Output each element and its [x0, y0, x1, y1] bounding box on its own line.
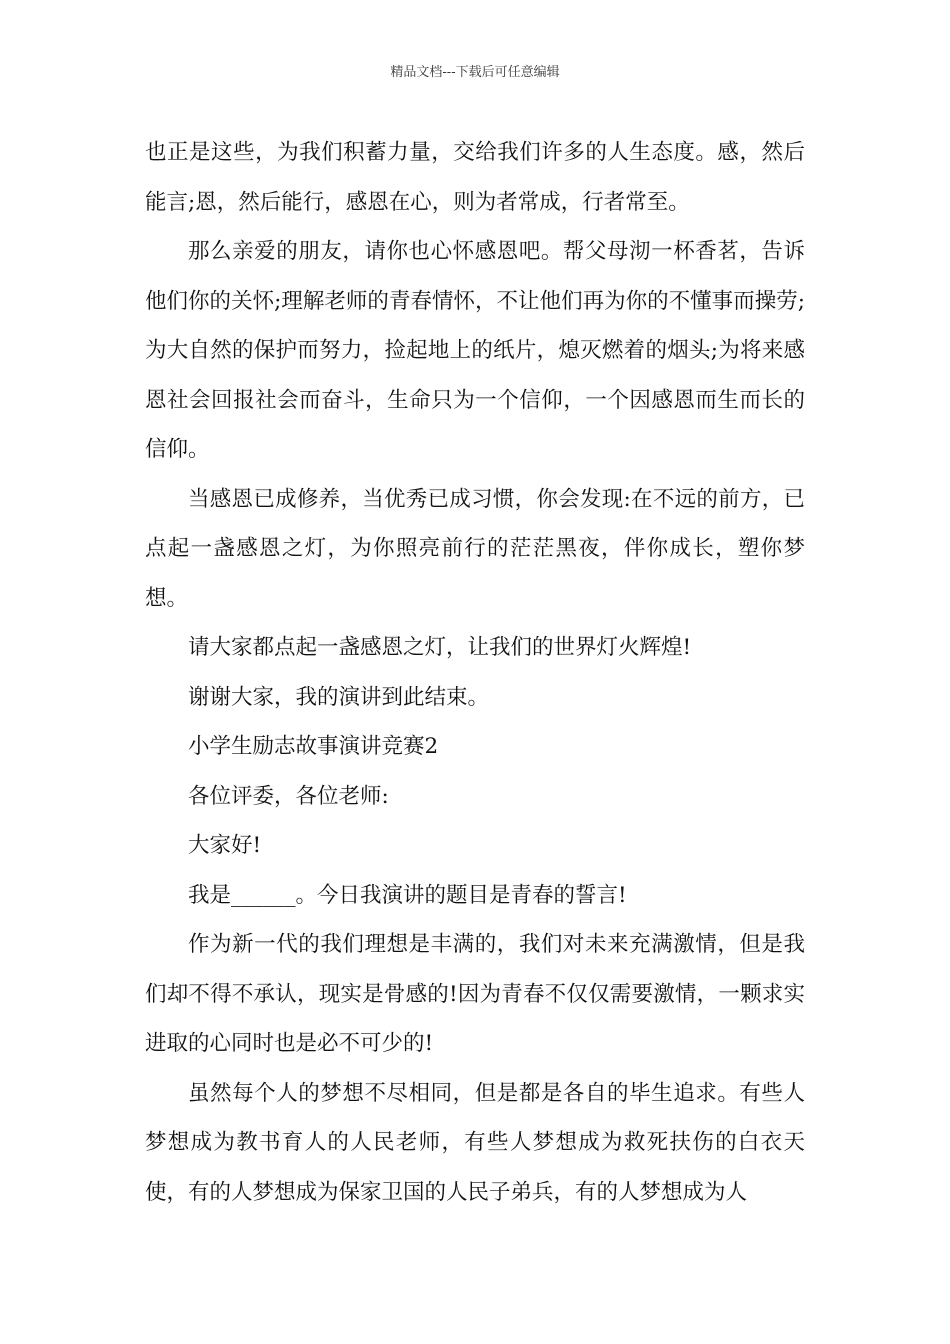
- document-body: [145, 128, 805, 1217]
- paragraph-dreams: 虽然每个人的梦想不尽相同，但是都是各自的毕生追求。有些人梦想成为教书育人的人民老师，有些人梦想成为救死扶伤的白衣天使，有的人梦想成为保家卫国的人民子弟兵，有的人梦想成为人: [145, 1080, 805, 1205]
- paragraph-salutation: 各位评委，各位老师:: [188, 783, 389, 809]
- paragraph-call-to-action: 请大家都点起一盏感恩之灯，让我们的世界灯火辉煌!: [188, 635, 692, 660]
- section-title: 小学生励志故事演讲竞赛2: [188, 734, 439, 759]
- paragraph-closing: 谢谢大家，我的演讲到此结束。: [188, 684, 490, 710]
- paragraph-continuation: 也正是这些，为我们积蓄力量，交给我们许多的人生态度。感，然后能言;恩，然后能行，感恩在心，则为者常成，行者常至。: [145, 140, 805, 215]
- paragraph-gratitude-appeal: 那么亲爱的朋友，请你也心怀感恩吧。帮父母沏一杯香茗，告诉他们你的关怀;理解老师的青春情怀，不让他们再为你的不懂事而操劳;为大自然的保护而努力，捡起地上的纸片，熄灭燃着的烟头;为将来感恩社会回报社会而奋斗，生命只为一个信仰，一个因感恩而生而长的信仰。: [145, 239, 805, 462]
- paragraph-youth-ideals: 作为新一代的我们理想是丰满的，我们对未来充满激情，但是我们却不得不承认，现实是骨感的!因为青春不仅仅需要激情，一颗求实进取的心同时也是必不可少的!: [145, 932, 805, 1056]
- paragraph-greeting: 大家好!: [188, 833, 262, 858]
- paragraph-gratitude-lamp: 当感恩已成修养，当优秀已成习惯，你会发现:在不远的前方，已点起一盏感恩之灯，为你照亮前行的茫茫黑夜，伴你成长，塑你梦想。: [145, 486, 805, 611]
- paragraph-introduction: 我是______。今日我演讲的题目是青春的誓言!: [188, 882, 627, 908]
- page-header: 精品文档---下载后可任意编辑: [390, 65, 560, 80]
